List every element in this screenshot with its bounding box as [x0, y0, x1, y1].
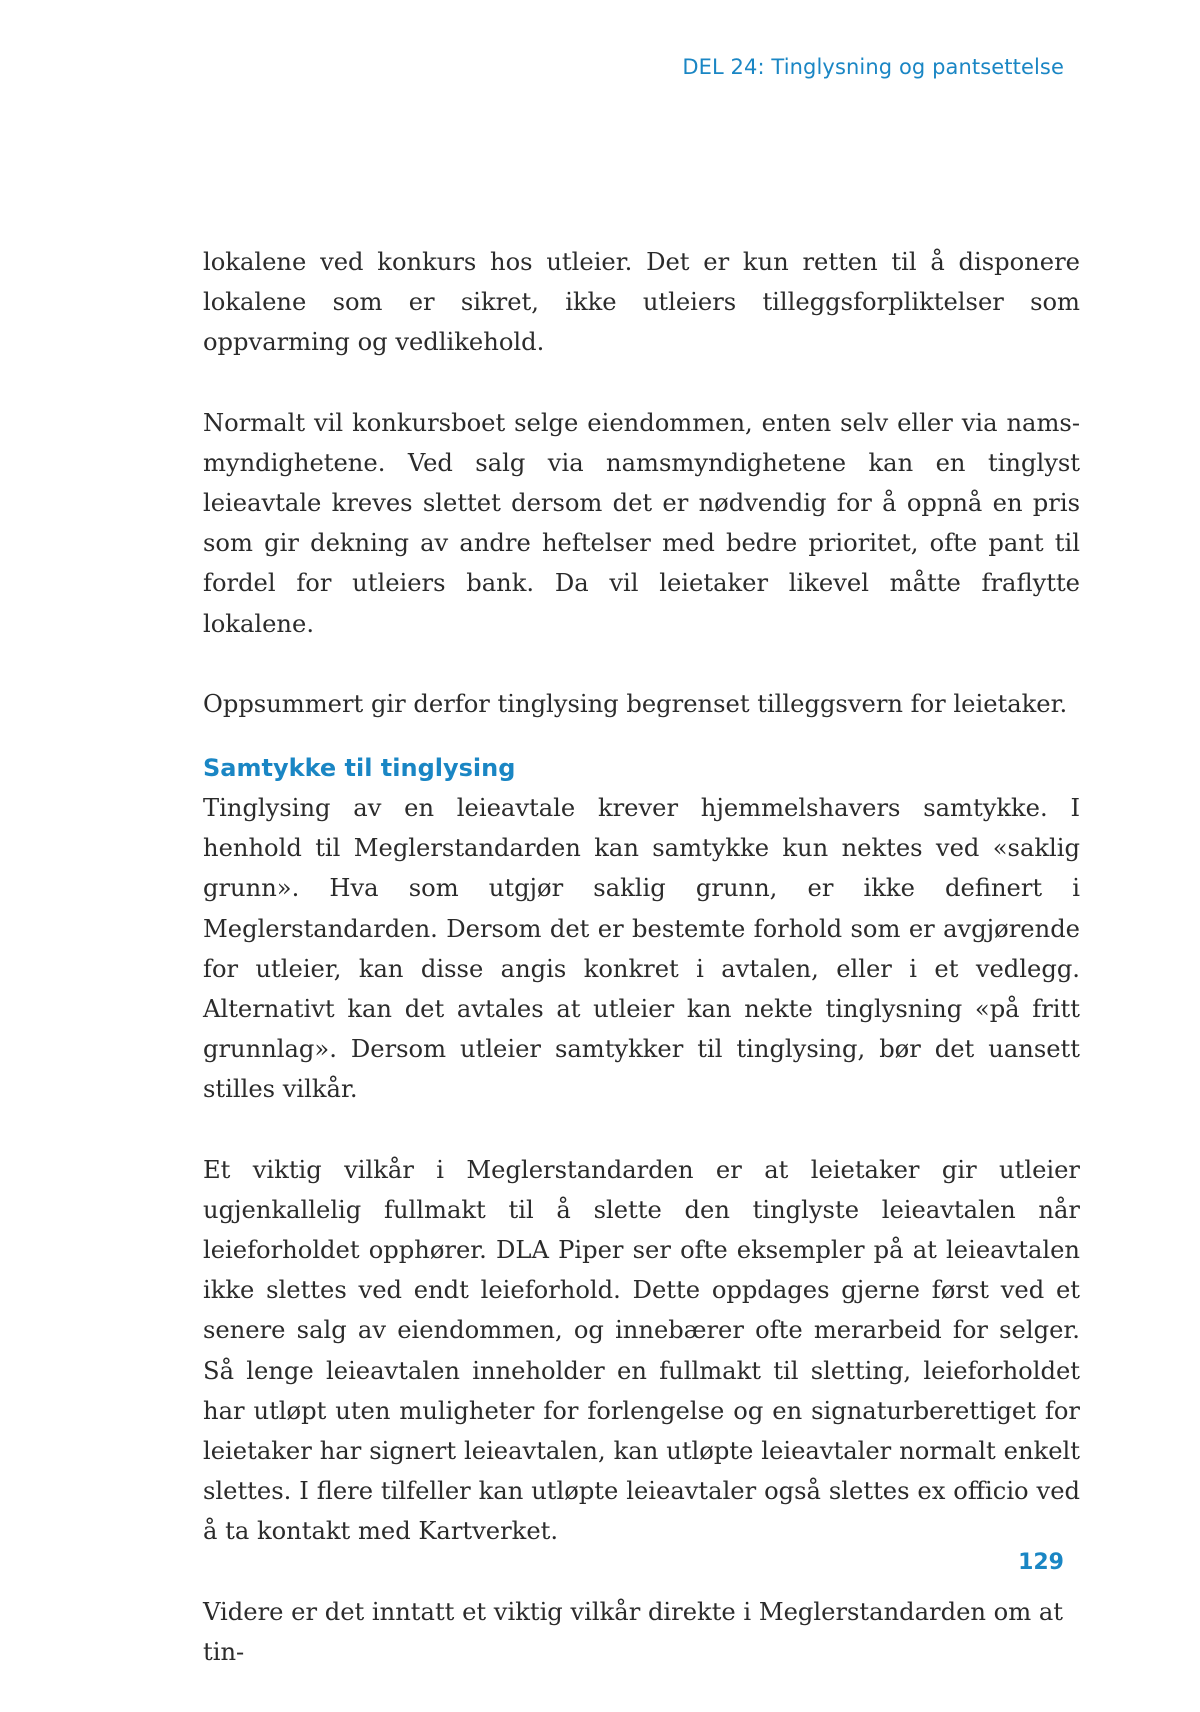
- page-number: 129: [1018, 1550, 1064, 1575]
- paragraph: Videre er det inntatt et viktig vilkår direkte i Meglerstandarden om at tin-: [203, 1597, 1064, 1666]
- paragraph: lokalene ved konkurs hos utleier. Det er kun retten til å disponere lokalene som er sikret, ikke utleiers tilleggsforpliktelser som oppvarming og vedlikehold.: [203, 248, 1080, 357]
- paragraph: Oppsummert gir derfor tinglysing begrenset tilleggsvern for leietaker.: [203, 689, 1068, 718]
- body-text: [203, 242, 1080, 1712]
- paragraph: Normalt vil konkursboet selge eiendommen, enten selv eller via namsmyndighetene. Ved salg via namsmyndighetene kan en tinglyst leieavtale kreves slettet dersom det er nødvendig for å oppnå en pris som gir dekning av andre heftelser med bedre prioritet, ofte pant til fordel for utleiers bank. Da vil leietaker likevel måtte fraflytte lokalene.: [203, 408, 1080, 638]
- paragraph: Et viktig vilkår i Meglerstandarden er at leietaker gir utleier ugjenkallelig fullmakt til å slette den tinglyste leieavtalen når leieforholdet opphører. DLA Piper ser ofte eksempler på at leieavtalen ikke slettes ved endt leieforhold. Dette oppdages gjerne først ved et senere salg av eiendommen, og innebærer ofte merarbeid for selger. Så lenge leieavtalen inneholder en fullmakt til sletting, leieforholdet har utløpt uten muligheter for forlengelse og en signaturberettiget for leietaker har signert leieavtalen, kan utløpte leieavtaler normalt enkelt slettes. I flere tilfeller kan utløpte leieavtaler også slettes ex officio ved å ta kontakt med Kartverket.: [203, 1155, 1080, 1546]
- section-heading: Samtykke til tinglysing: [203, 754, 516, 783]
- paragraph: Tinglysing av en leieavtale krever hjemmelshavers samtykke. I henhold til Meglerstandarden kan samtykke kun nektes ved «saklig grunn». Hva som utgjør saklig grunn, er ikke definert i Meglerstandarden. Dersom det er bestemte forhold som er avgjørende for utleier, kan disse angis konkret i avtalen, eller i et vedlegg. Alternativt kan det avtales at utleier kan nekte tinglysning «på fritt grunnlag». Dersom utleier samtykker til tinglysing, bør det uansett stilles vilkår.: [203, 794, 1080, 1104]
- running-header: DEL 24: Tinglysning og pantsettelse: [682, 55, 1064, 79]
